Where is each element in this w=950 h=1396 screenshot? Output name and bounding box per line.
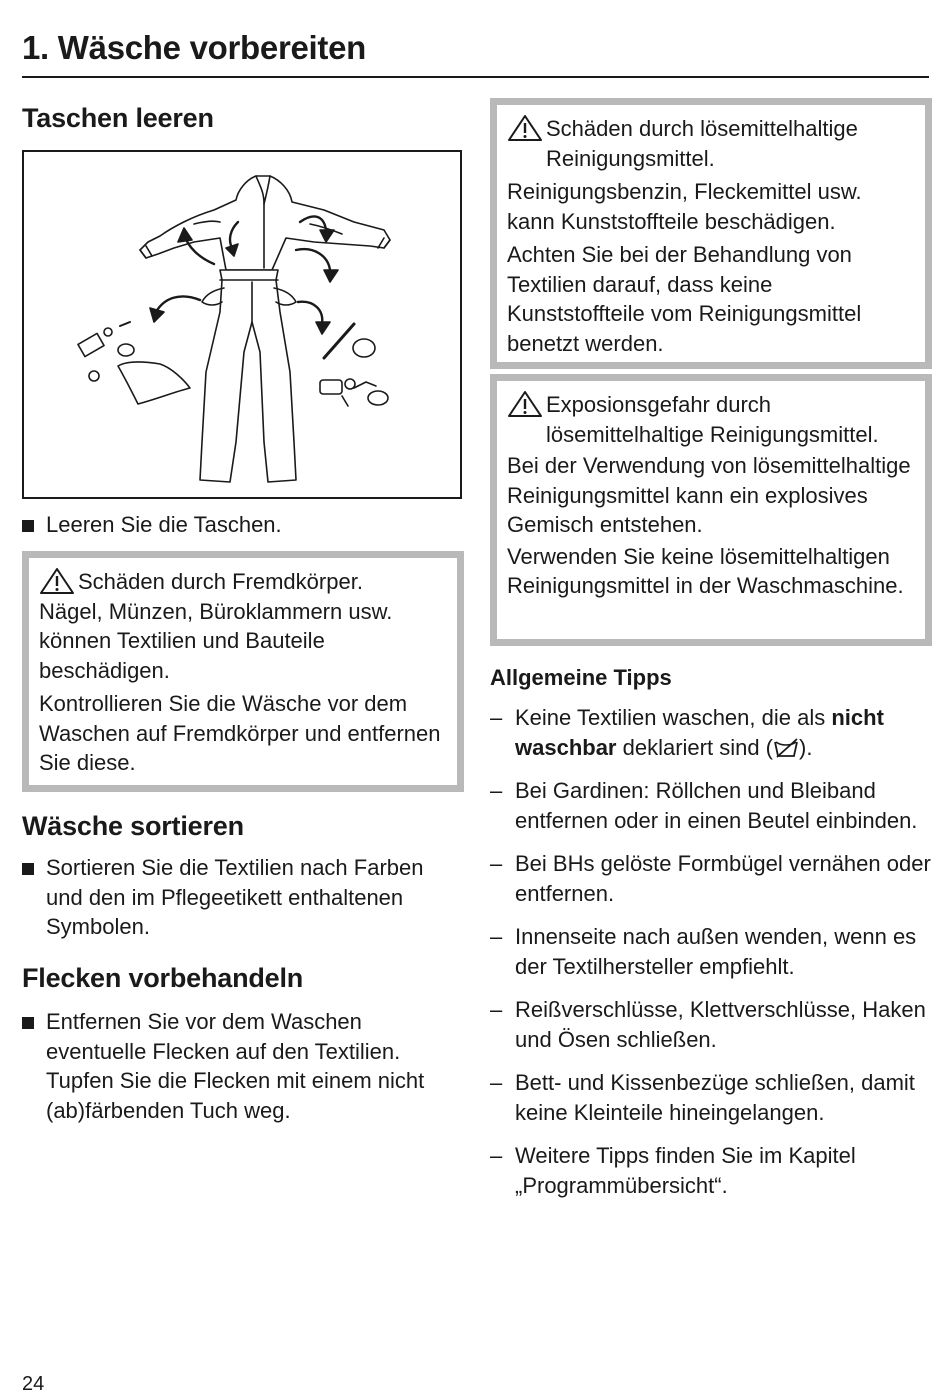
dash-marker: –: [490, 1143, 503, 1168]
page-title: 1. Wäsche vorbereiten: [22, 29, 367, 66]
list-item: [490, 922, 932, 981]
square-bullet-icon: [22, 863, 34, 875]
tip-bold-text: nicht waschbar: [515, 705, 884, 760]
warning-text: Verwenden Sie keine lösemittelhaltigen Reinigungsmittel in der Waschmaschine.: [507, 543, 904, 598]
warning-box-explosionsgefahr: [490, 374, 932, 646]
tips-list: [490, 703, 932, 1214]
square-bullet-icon: [22, 1017, 34, 1029]
tip-text: Bett- und Kissenbezüge schließen, damit keine Kleinteile hineingelangen.: [515, 1070, 915, 1125]
tip-text: ).: [799, 734, 813, 760]
tips-heading: Allgemeine Tipps: [490, 665, 672, 690]
warning-text: Nägel, Münzen, Büroklammern usw. können Textilien und Bauteile beschädigen.: [39, 598, 393, 683]
section-heading-waesche-sortieren: Wäsche sortieren: [22, 811, 244, 841]
warning-text: Bei der Verwendung von lösemittelhaltige Reinigungsmittel kann ein explosives Gemisch entstehen.: [507, 453, 911, 537]
bullet-flecken-vorbehandeln: [22, 1007, 464, 1125]
empty-pockets-illustration: [22, 150, 462, 499]
tip-text: Bei BHs gelöste Formbügel vernähen oder entfernen.: [515, 851, 931, 906]
tip-text: Innenseite nach außen wenden, wenn es der Textilhersteller empfiehlt.: [515, 924, 917, 979]
square-bullet-icon: [22, 520, 34, 532]
warning-box-loesemittel-schaeden: [490, 98, 932, 369]
section-heading-taschen-leeren: Taschen leeren: [22, 103, 214, 133]
dash-marker: –: [490, 778, 503, 803]
list-item: [490, 776, 932, 835]
tip-text: deklariert sind (: [616, 734, 774, 760]
warning-triangle-icon: [507, 390, 543, 418]
section-heading-flecken-vorbehandeln: Flecken vorbehandeln: [22, 963, 304, 993]
dash-marker: –: [490, 924, 503, 949]
dash-marker: –: [490, 997, 503, 1022]
dash-marker: –: [490, 705, 503, 730]
warning-triangle-icon: [507, 114, 543, 142]
warning-title: Schäden durch lösemittelhaltige Reinigungsmittel.: [546, 116, 858, 171]
bullet-taschen-leeren: [22, 510, 464, 540]
list-item: [490, 703, 932, 762]
warning-text: Kontrollieren Sie die Wäsche vor dem Waschen auf Fremdkörper und entfernen Sie diese.: [39, 691, 441, 775]
bullet-text: Leeren Sie die Taschen.: [46, 512, 282, 537]
tip-text: Reißverschlüsse, Klettverschlüsse, Haken und Ösen schließen.: [515, 997, 926, 1052]
bullet-waesche-sortieren: [22, 853, 464, 942]
warning-text: Reinigungsbenzin, Fleckemittel usw. kann Kunststoffteile beschädigen.: [507, 179, 862, 234]
tip-text: Keine Textilien waschen, die als: [515, 705, 832, 730]
list-item: [490, 1141, 932, 1200]
page-number: 24: [22, 1373, 45, 1395]
list-item: [490, 995, 932, 1054]
bullet-text: Entfernen Sie vor dem Waschen eventuelle Flecken auf den Textilien. Tupfen Sie die Flecken mit einem nicht (ab)färbenden Tuch weg.: [46, 1009, 425, 1123]
warning-title: Exposionsgefahr durch lösemittelhaltige Reinigungsmittel.: [546, 392, 879, 447]
list-item: [490, 1068, 932, 1127]
warning-title: Schäden durch Fremdkörper.: [78, 569, 363, 594]
tip-text: Weitere Tipps finden Sie im Kapitel „Programmübersicht“.: [515, 1143, 856, 1198]
bullet-text: Sortieren Sie die Textilien nach Farben und den im Pflegeetikett enthaltenen Symbolen.: [46, 855, 424, 939]
warning-triangle-icon: [39, 567, 75, 595]
tip-text: Bei Gardinen: Röllchen und Bleiband entfernen oder in einen Beutel einbinden.: [515, 778, 918, 833]
warning-box-fremdkoerper: [22, 551, 464, 792]
dash-marker: –: [490, 1070, 503, 1095]
title-rule: [22, 76, 929, 78]
warning-text: Achten Sie bei der Behandlung von Textilien darauf, dass keine Kunststoffteile vom Reinigungsmittel benetzt werden.: [507, 242, 862, 356]
dash-marker: –: [490, 851, 503, 876]
list-item: [490, 849, 932, 908]
do-not-wash-icon: [773, 738, 799, 758]
